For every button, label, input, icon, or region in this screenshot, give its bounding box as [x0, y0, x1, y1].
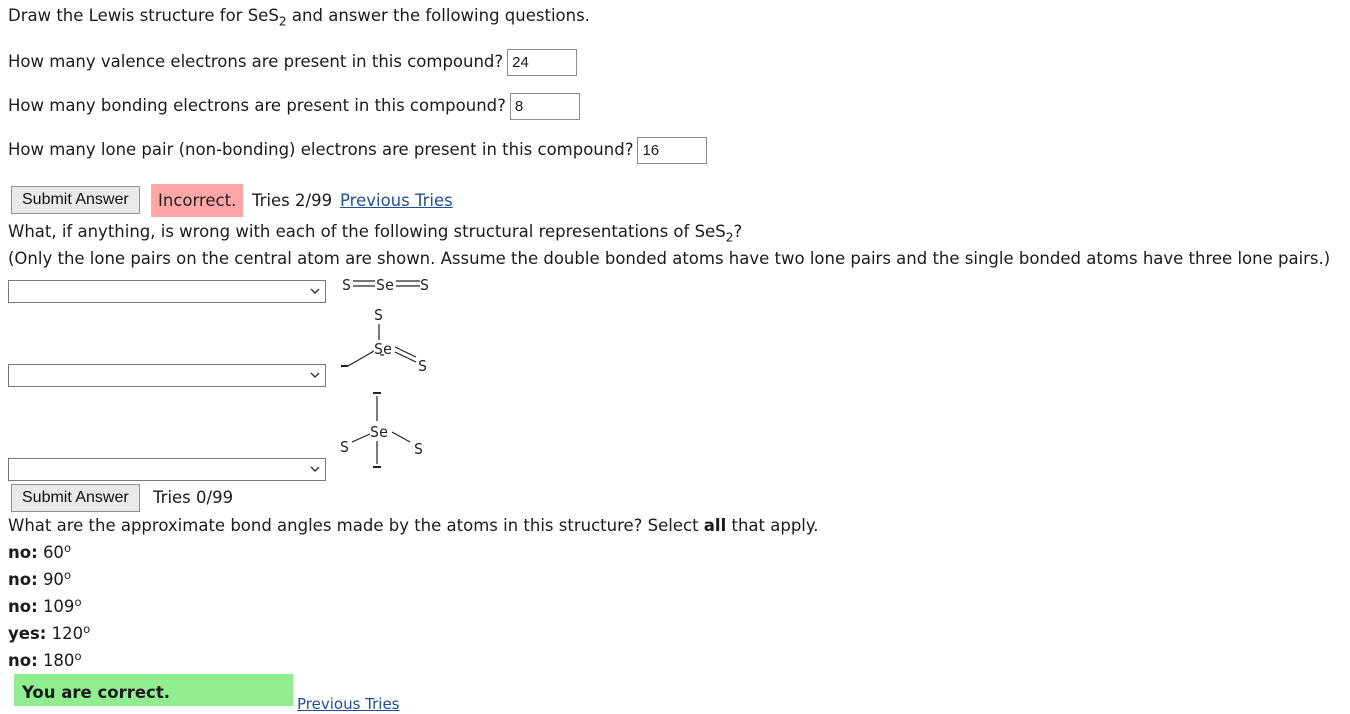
lone-pair-input[interactable]: 16	[637, 137, 707, 164]
tries-count-2: Tries 0/99	[153, 488, 234, 507]
question-valence-label: How many valence electrons are present in this compound?	[8, 52, 504, 71]
angle-value: 90	[42, 570, 64, 589]
submit-answer-button-2[interactable]: Submit Answer	[11, 484, 140, 512]
structure-1-atom-s-right: S	[420, 276, 430, 294]
structure-1-atom-s-left: S	[342, 276, 352, 294]
angle-answer-60	[8, 543, 71, 563]
bond-angle-question-post: that apply.	[726, 516, 819, 535]
previous-tries-link-1[interactable]: Previous Tries	[340, 191, 453, 210]
chevron-down-icon	[310, 369, 320, 381]
structure-2-diagram	[336, 302, 446, 382]
intro-pre: Draw the Lewis structure for SeS	[8, 6, 279, 25]
structure-2-atom-s-right: S	[418, 357, 428, 375]
angle-value: 60	[42, 543, 64, 562]
angle-value: 180	[42, 651, 75, 670]
question-lone-pair-label: How many lone pair (non-bonding) electrons are present in this compound?	[8, 140, 634, 159]
structure-3-diagram	[334, 390, 434, 472]
structure-3-atom-se: Se	[370, 423, 389, 441]
structure-2-atom-s-top: S	[374, 306, 384, 324]
angle-answer-90	[8, 570, 71, 590]
bond-angle-question	[8, 516, 819, 536]
angle-verdict: no:	[8, 651, 38, 670]
question-valence	[8, 49, 577, 76]
angle-value: 109	[42, 597, 75, 616]
previous-tries-link-2[interactable]: Previous Tries	[297, 695, 400, 713]
structure-select-3[interactable]	[8, 458, 326, 481]
intro-sub: 2	[278, 14, 287, 29]
angle-answer-180	[8, 651, 82, 671]
angle-verdict: no:	[8, 597, 38, 616]
structure-3-atom-s-left: S	[340, 438, 350, 456]
structure-question-sub: 2	[725, 230, 734, 245]
intro-post: and answer the following questions.	[286, 6, 590, 25]
angle-verdict: no:	[8, 570, 38, 589]
chevron-down-icon	[310, 463, 320, 475]
angle-answer-109	[8, 597, 82, 617]
degree-symbol: o	[74, 649, 82, 664]
degree-symbol: o	[63, 568, 72, 583]
tries-count-1: Tries 2/99	[252, 191, 333, 210]
structure-1-diagram	[338, 270, 438, 298]
bond-angle-question-bold: all	[703, 516, 727, 535]
question-bonding	[8, 93, 580, 120]
submit-answer-button-1[interactable]: Submit Answer	[11, 186, 140, 214]
structure-question-pre: What, if anything, is wrong with each of the following structural representations of SeS	[8, 222, 726, 241]
chevron-down-icon	[310, 285, 320, 297]
question-lone-pair	[8, 137, 707, 164]
structure-select-1[interactable]	[8, 280, 326, 303]
structure-note: (Only the lone pairs on the central atom are shown. Assume the double bonded atoms have two lone pairs and the single bonded atoms have three lone pairs.)	[8, 249, 1331, 268]
structure-question	[8, 222, 743, 245]
angle-verdict: no:	[8, 543, 38, 562]
structure-question-post: ?	[733, 222, 743, 241]
valence-input[interactable]: 24	[507, 49, 577, 76]
question-bonding-label: How many bonding electrons are present in this compound?	[8, 96, 506, 115]
bond-angle-question-pre: What are the approximate bond angles made by the atoms in this structure? Select	[8, 516, 704, 535]
structure-1-atom-se: Se	[376, 276, 395, 294]
angle-value: 120	[51, 624, 84, 643]
correct-badge: You are correct.	[14, 674, 293, 706]
angle-verdict: yes:	[8, 624, 47, 643]
angle-answer-120	[8, 624, 90, 644]
structure-select-2[interactable]	[8, 364, 326, 387]
incorrect-badge: Incorrect.	[151, 184, 243, 217]
degree-symbol: o	[74, 595, 82, 610]
structure-3-atom-s-right: S	[414, 440, 424, 458]
bonding-input[interactable]: 8	[510, 93, 580, 120]
degree-symbol: o	[83, 622, 91, 637]
structure-2-atom-se: Se	[374, 340, 393, 358]
degree-symbol: o	[63, 541, 72, 556]
intro-text	[8, 6, 590, 29]
